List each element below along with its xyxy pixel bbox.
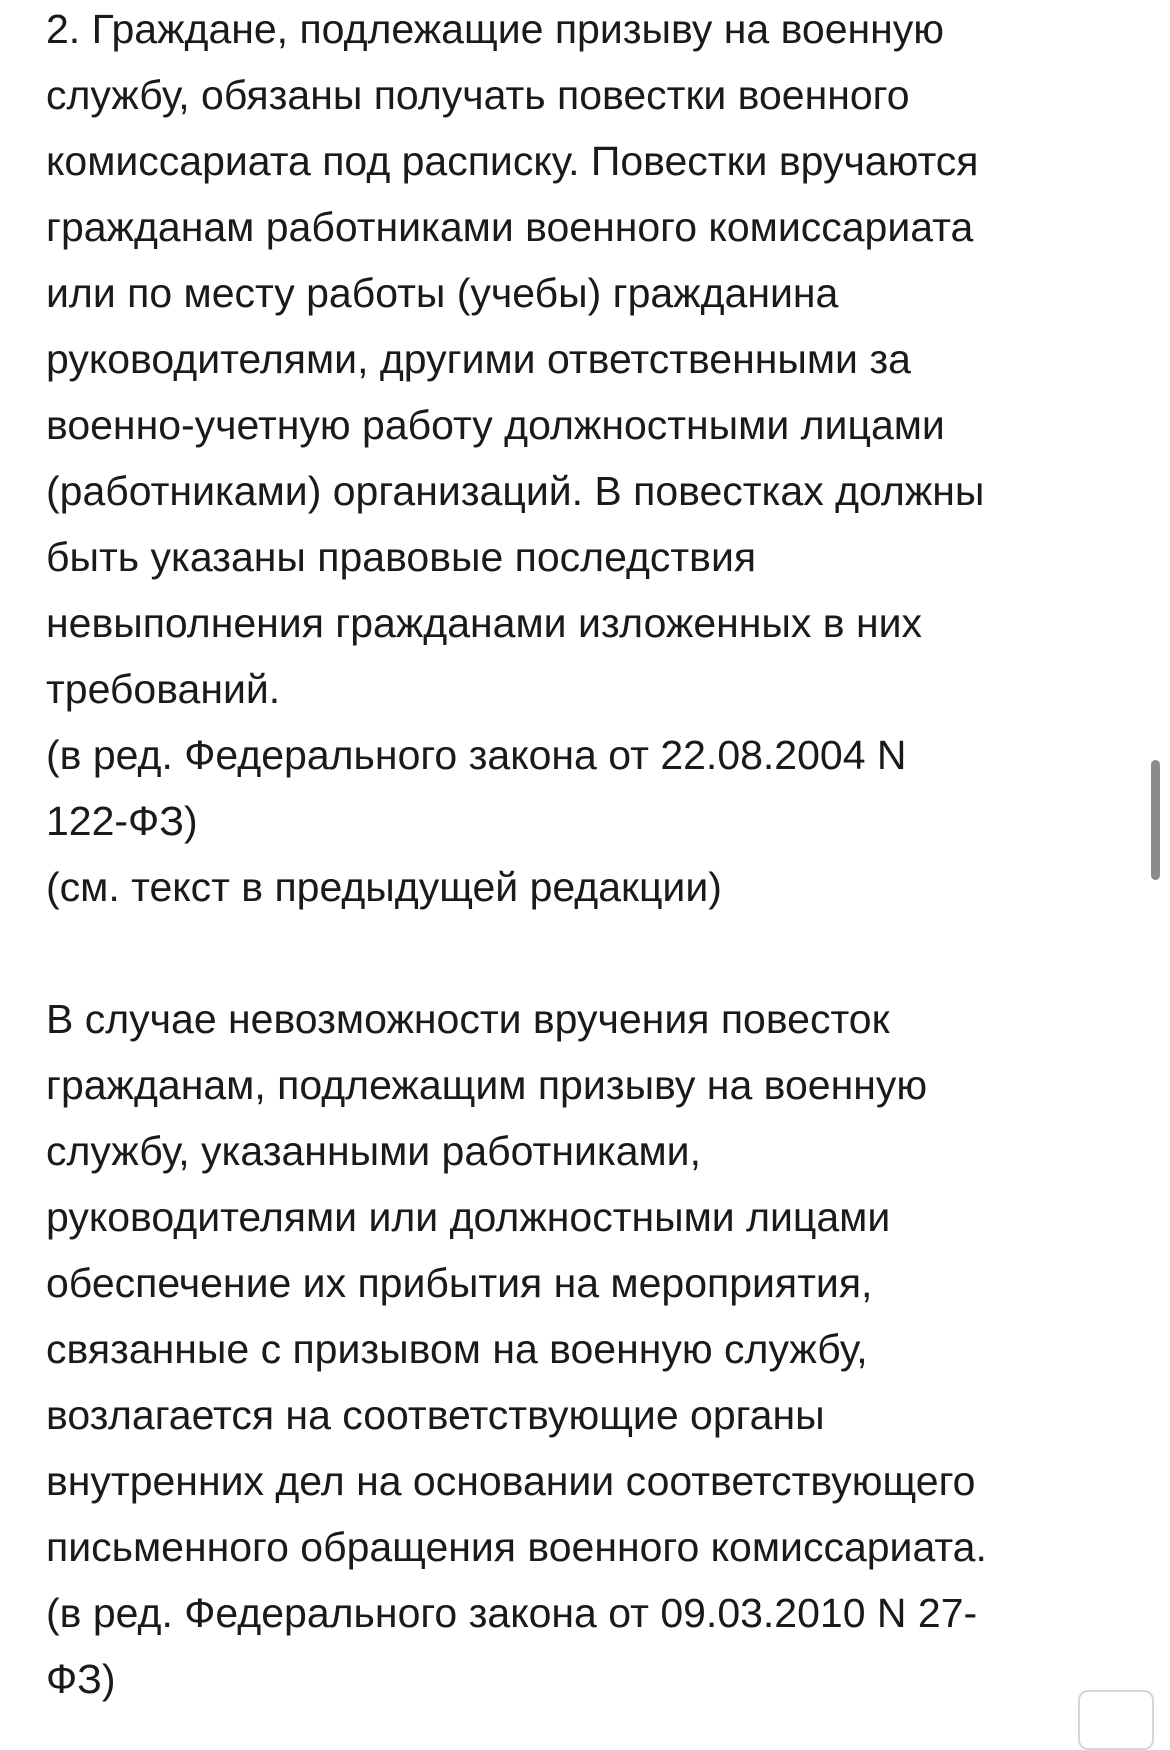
paragraph-1-line: 2. Граждане, подлежащие призыву на военную — [46, 6, 945, 52]
paragraph-2-line: службу, указанными работниками, — [46, 1128, 701, 1174]
paragraph-2-line: внутренних дел на основании соответствующего — [46, 1458, 976, 1504]
paragraph-2-line: возлагается на соответствующие органы — [46, 1392, 825, 1438]
paragraph-2-line: В случае невозможности вручения повесток — [46, 996, 890, 1042]
paragraph-1-amendment: (в ред. Федерального закона от 22.08.2004 N — [46, 732, 907, 778]
paragraph-1-line: или по месту работы (учебы) гражданина — [46, 270, 839, 316]
paragraph-1-line: (работниками) организаций. В повестках должны — [46, 468, 985, 514]
paragraph-2-amendment: (в ред. Федерального закона от 09.03.2010 N 27- — [46, 1590, 978, 1636]
paragraph-1-amendment: 122-ФЗ) — [46, 798, 198, 844]
paragraph-1-line: комиссариата под расписку. Повестки вручаются — [46, 138, 979, 184]
paragraph-1-line: быть указаны правовые последствия — [46, 534, 757, 580]
paragraph-2-amendment: ФЗ) — [46, 1656, 116, 1702]
paragraph-2-line: связанные с призывом на военную службу, — [46, 1326, 868, 1372]
document-body — [46, 0, 1126, 1712]
vertical-scrollbar-thumb[interactable] — [1151, 760, 1160, 880]
paragraph-1-line: требований. — [46, 666, 281, 712]
paragraph-2-line: письменного обращения военного комиссариата. — [46, 1524, 987, 1570]
previous-edition-link[interactable]: (см. текст в предыдущей редакции) — [46, 864, 722, 910]
paragraph-1-line: гражданам работниками военного комиссариата — [46, 204, 974, 250]
paragraph-2-line: обеспечение их прибытия на мероприятия, — [46, 1260, 873, 1306]
paragraph-1-line: военно-учетную работу должностными лицами — [46, 402, 945, 448]
paragraph-2-line: гражданам, подлежащим призыву на военную — [46, 1062, 928, 1108]
paragraph-1-line: невыполнения гражданами изложенных в них — [46, 600, 922, 646]
paragraph-1-line: руководителями, другими ответственными за — [46, 336, 911, 382]
paragraph-2-line: руководителями или должностными лицами — [46, 1194, 891, 1240]
paragraph-1-line: службу, обязаны получать повестки военного — [46, 72, 910, 118]
floating-corner-button[interactable] — [1078, 1690, 1154, 1750]
paragraph-gap — [46, 920, 1126, 986]
